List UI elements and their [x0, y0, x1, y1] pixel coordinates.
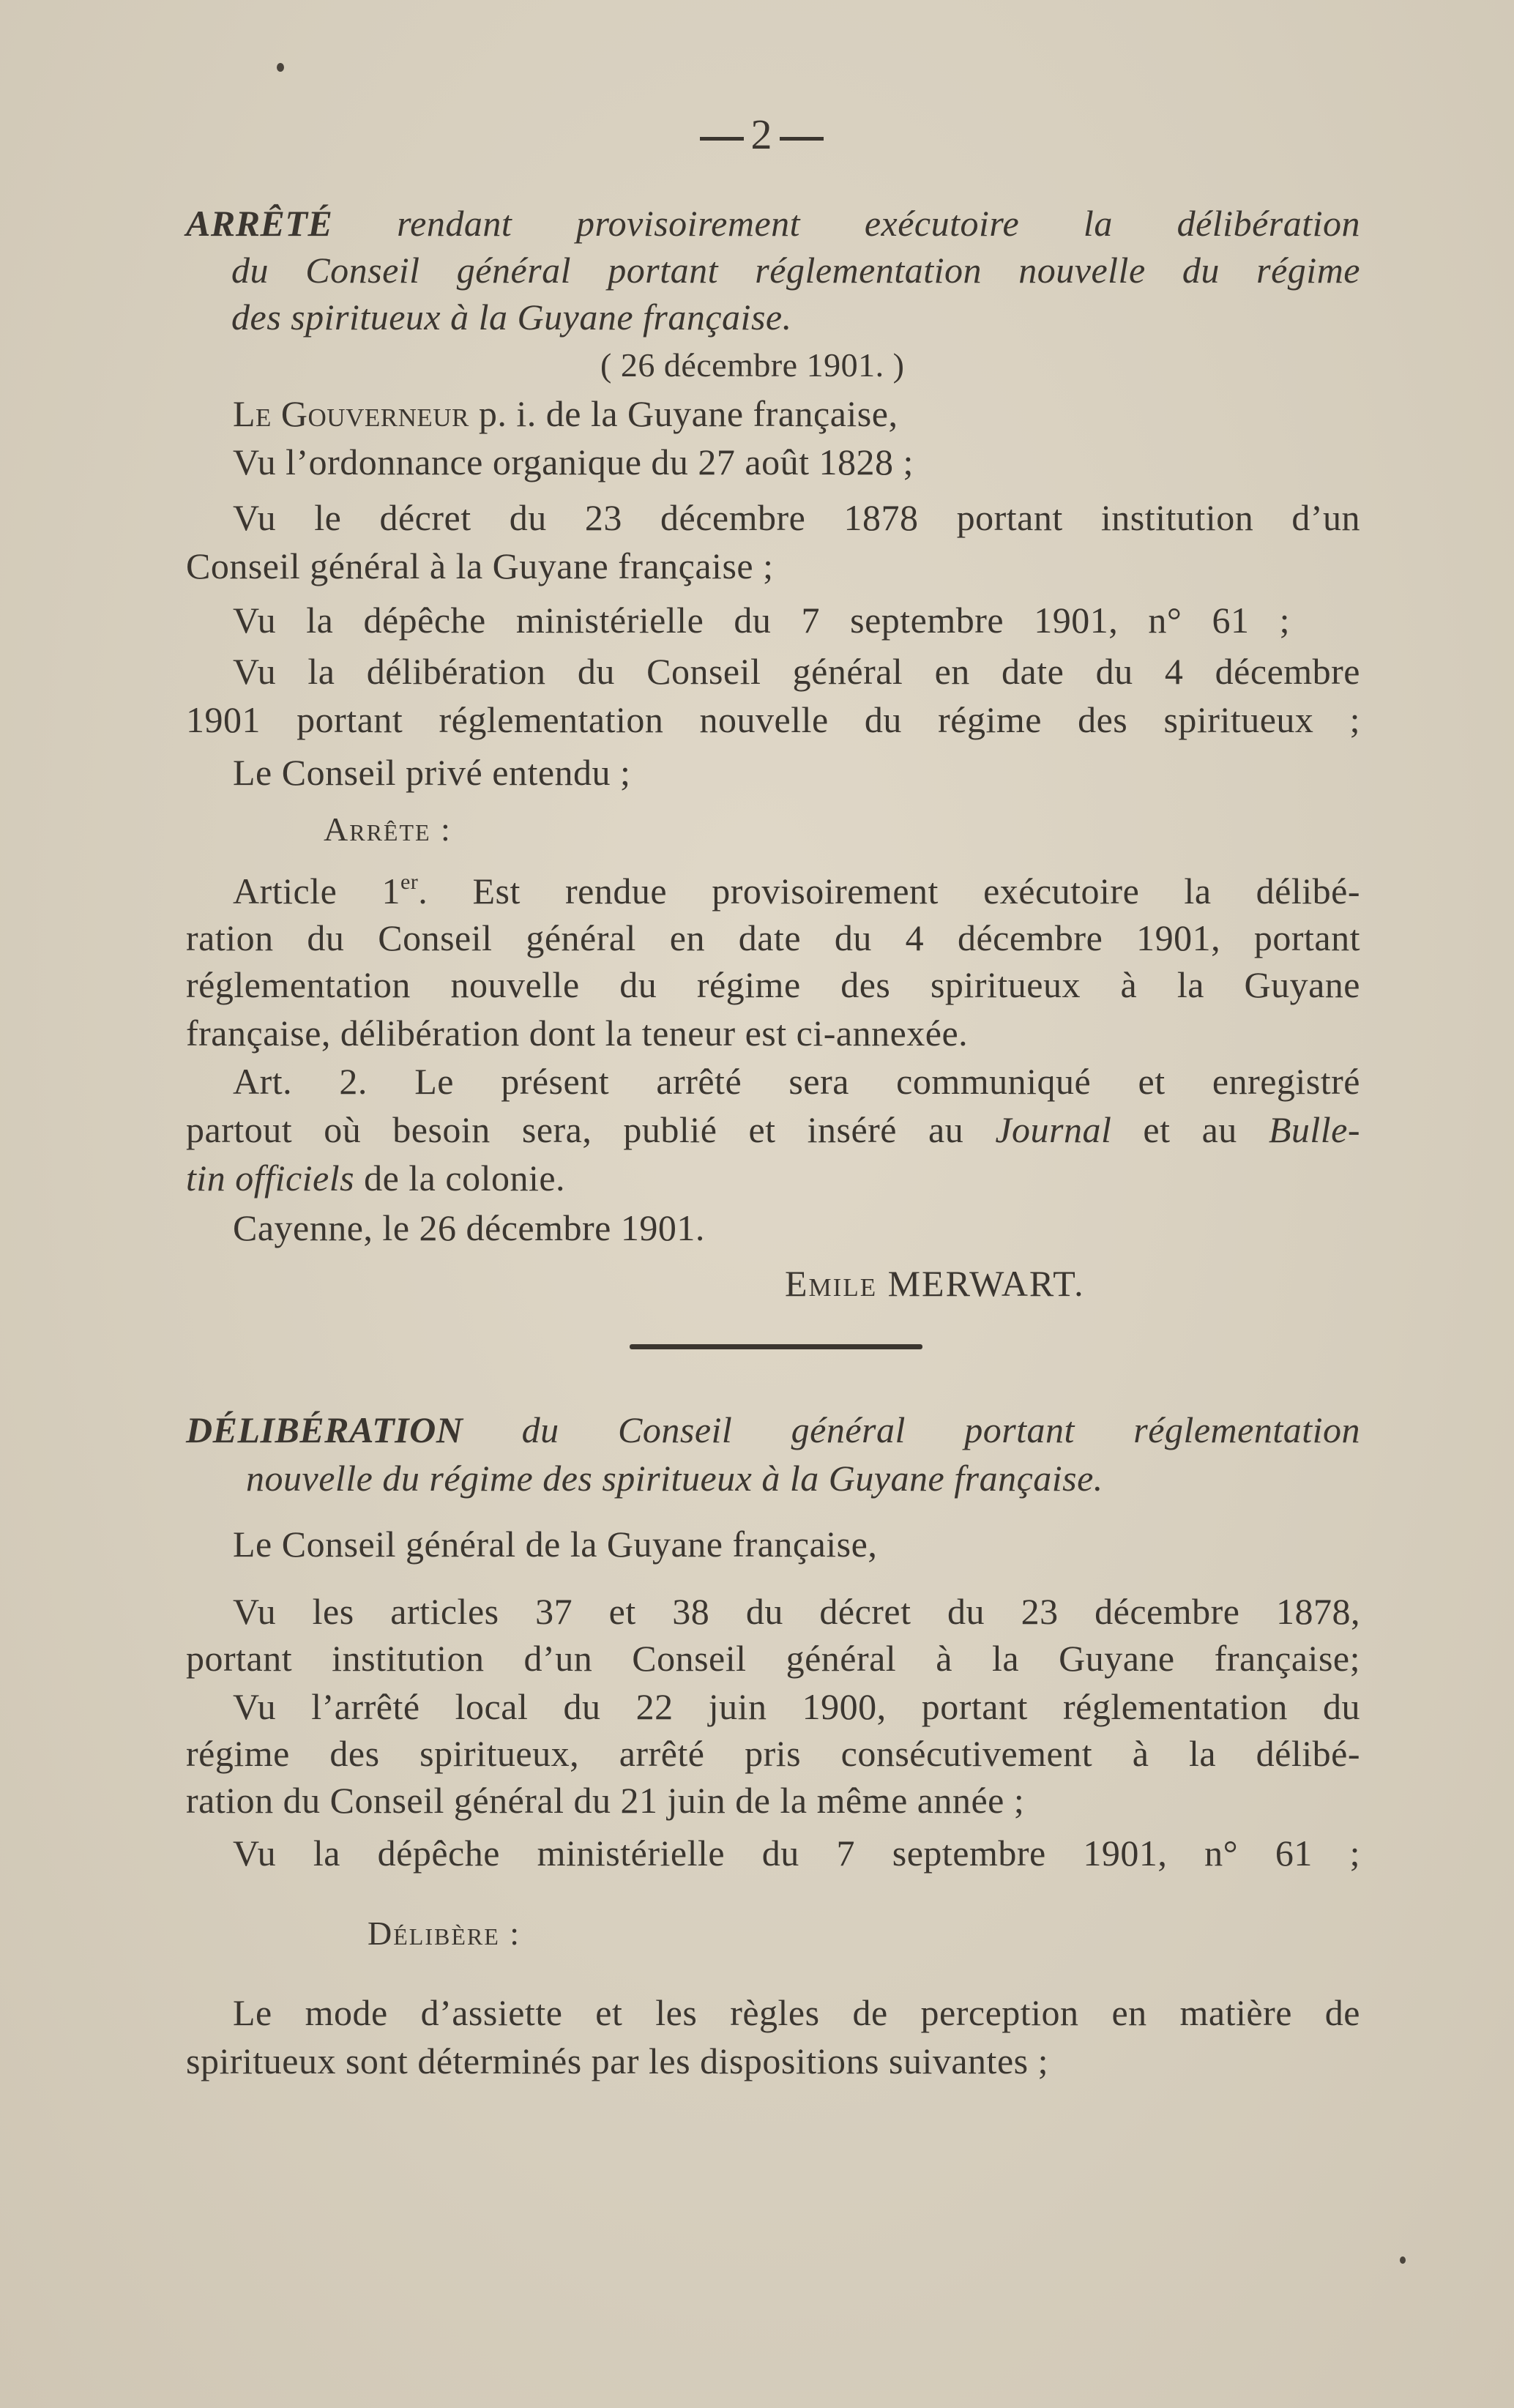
deliberation-line: portant institution d’un Conseil général à la Guyane française;	[186, 1638, 1360, 1679]
arrete-title-line-2: du Conseil général portant réglementation nouvelle du régime	[231, 250, 1360, 291]
deliberation-final-line: spiritueux sont déterminés par les dispositions suivantes ;	[186, 2040, 1048, 2081]
deliberation-line: Le Conseil général de la Guyane française,	[233, 1524, 878, 1565]
deliberation-line: ration du Conseil général du 21 juin de la même année ;	[186, 1780, 1025, 1821]
arrete-intro-line: Le Gouverneur p. i. de la Guyane française,	[233, 393, 898, 434]
dash-ornament	[700, 137, 744, 141]
place-date: Cayenne, le 26 décembre 1901.	[233, 1207, 705, 1248]
gouverneur-label: Le Gouverneur	[233, 393, 469, 434]
arrete-line: Vu la dépêche ministérielle du 7 septembre 1901, n° 61 ;	[233, 600, 1290, 641]
ink-speck	[1400, 2256, 1406, 2264]
deliberation-title-line: nouvelle du régime des spiritueux à la Guyane française.	[246, 1458, 1103, 1499]
arrete-title-line-3: des spiritueux à la Guyane française.	[231, 297, 792, 338]
deliberation-line: régime des spiritueux, arrêté pris consécutivement à la délibé-	[186, 1733, 1360, 1774]
deliberation-final-line: Le mode d’assiette et les règles de perception en matière de	[233, 1992, 1360, 2033]
ink-speck	[277, 63, 284, 72]
article-2-line-2: partout où besoin sera, publié et inséré au Journal et au Bulle-	[186, 1109, 1360, 1150]
arrete-title-line-1: ARRÊTÉ rendant provisoirement exécutoire la délibération	[186, 203, 1360, 244]
dash-ornament	[780, 137, 824, 141]
deliberation-line: Vu l’arrêté local du 22 juin 1900, portant réglementation du	[233, 1686, 1360, 1727]
arrete-date: ( 26 décembre 1901. )	[600, 346, 905, 384]
article-1-line: ration du Conseil général en date du 4 décembre 1901, portant	[186, 917, 1360, 958]
article-1-line-1: Article 1er. Est rendue provisoirement exécutoire la délibé-	[233, 870, 1360, 912]
arrete-label: Arrête :	[324, 810, 452, 848]
section-divider	[630, 1344, 922, 1349]
arrete-line: Le Conseil privé entendu ;	[233, 752, 631, 793]
deliberation-line: Vu la dépêche ministérielle du 7 septembre 1901, n° 61 ;	[233, 1833, 1360, 1874]
arrete-line: 1901 portant réglementation nouvelle du régime des spiritueux ;	[186, 699, 1360, 740]
deliberation-line: Vu les articles 37 et 38 du décret du 23 décembre 1878,	[233, 1591, 1360, 1632]
article-1-line: française, délibération dont la teneur est ci-annexée.	[186, 1013, 969, 1054]
page-number: 2	[688, 110, 835, 159]
signature: Emile MERWART.	[785, 1263, 1085, 1304]
article-1-line: réglementation nouvelle du régime des spiritueux à la Guyane	[186, 964, 1360, 1005]
arrete-line: Vu l’ordonnance organique du 27 août 1828 ;	[233, 441, 914, 482]
article-2-line-3: tin officiels de la colonie.	[186, 1158, 566, 1199]
arrete-line: Vu le décret du 23 décembre 1878 portant institution d’un	[233, 497, 1360, 538]
delibere-label: Délibère :	[368, 1915, 521, 1952]
article-2-line: Art. 2. Le présent arrêté sera communiqué et enregistré	[233, 1061, 1360, 1102]
deliberation-title-line-1: DÉLIBÉRATION du Conseil général portant réglementation	[186, 1409, 1360, 1450]
arrete-line: Vu la délibération du Conseil général en date du 4 décembre	[233, 651, 1360, 692]
arrete-line: Conseil général à la Guyane française ;	[186, 545, 774, 586]
